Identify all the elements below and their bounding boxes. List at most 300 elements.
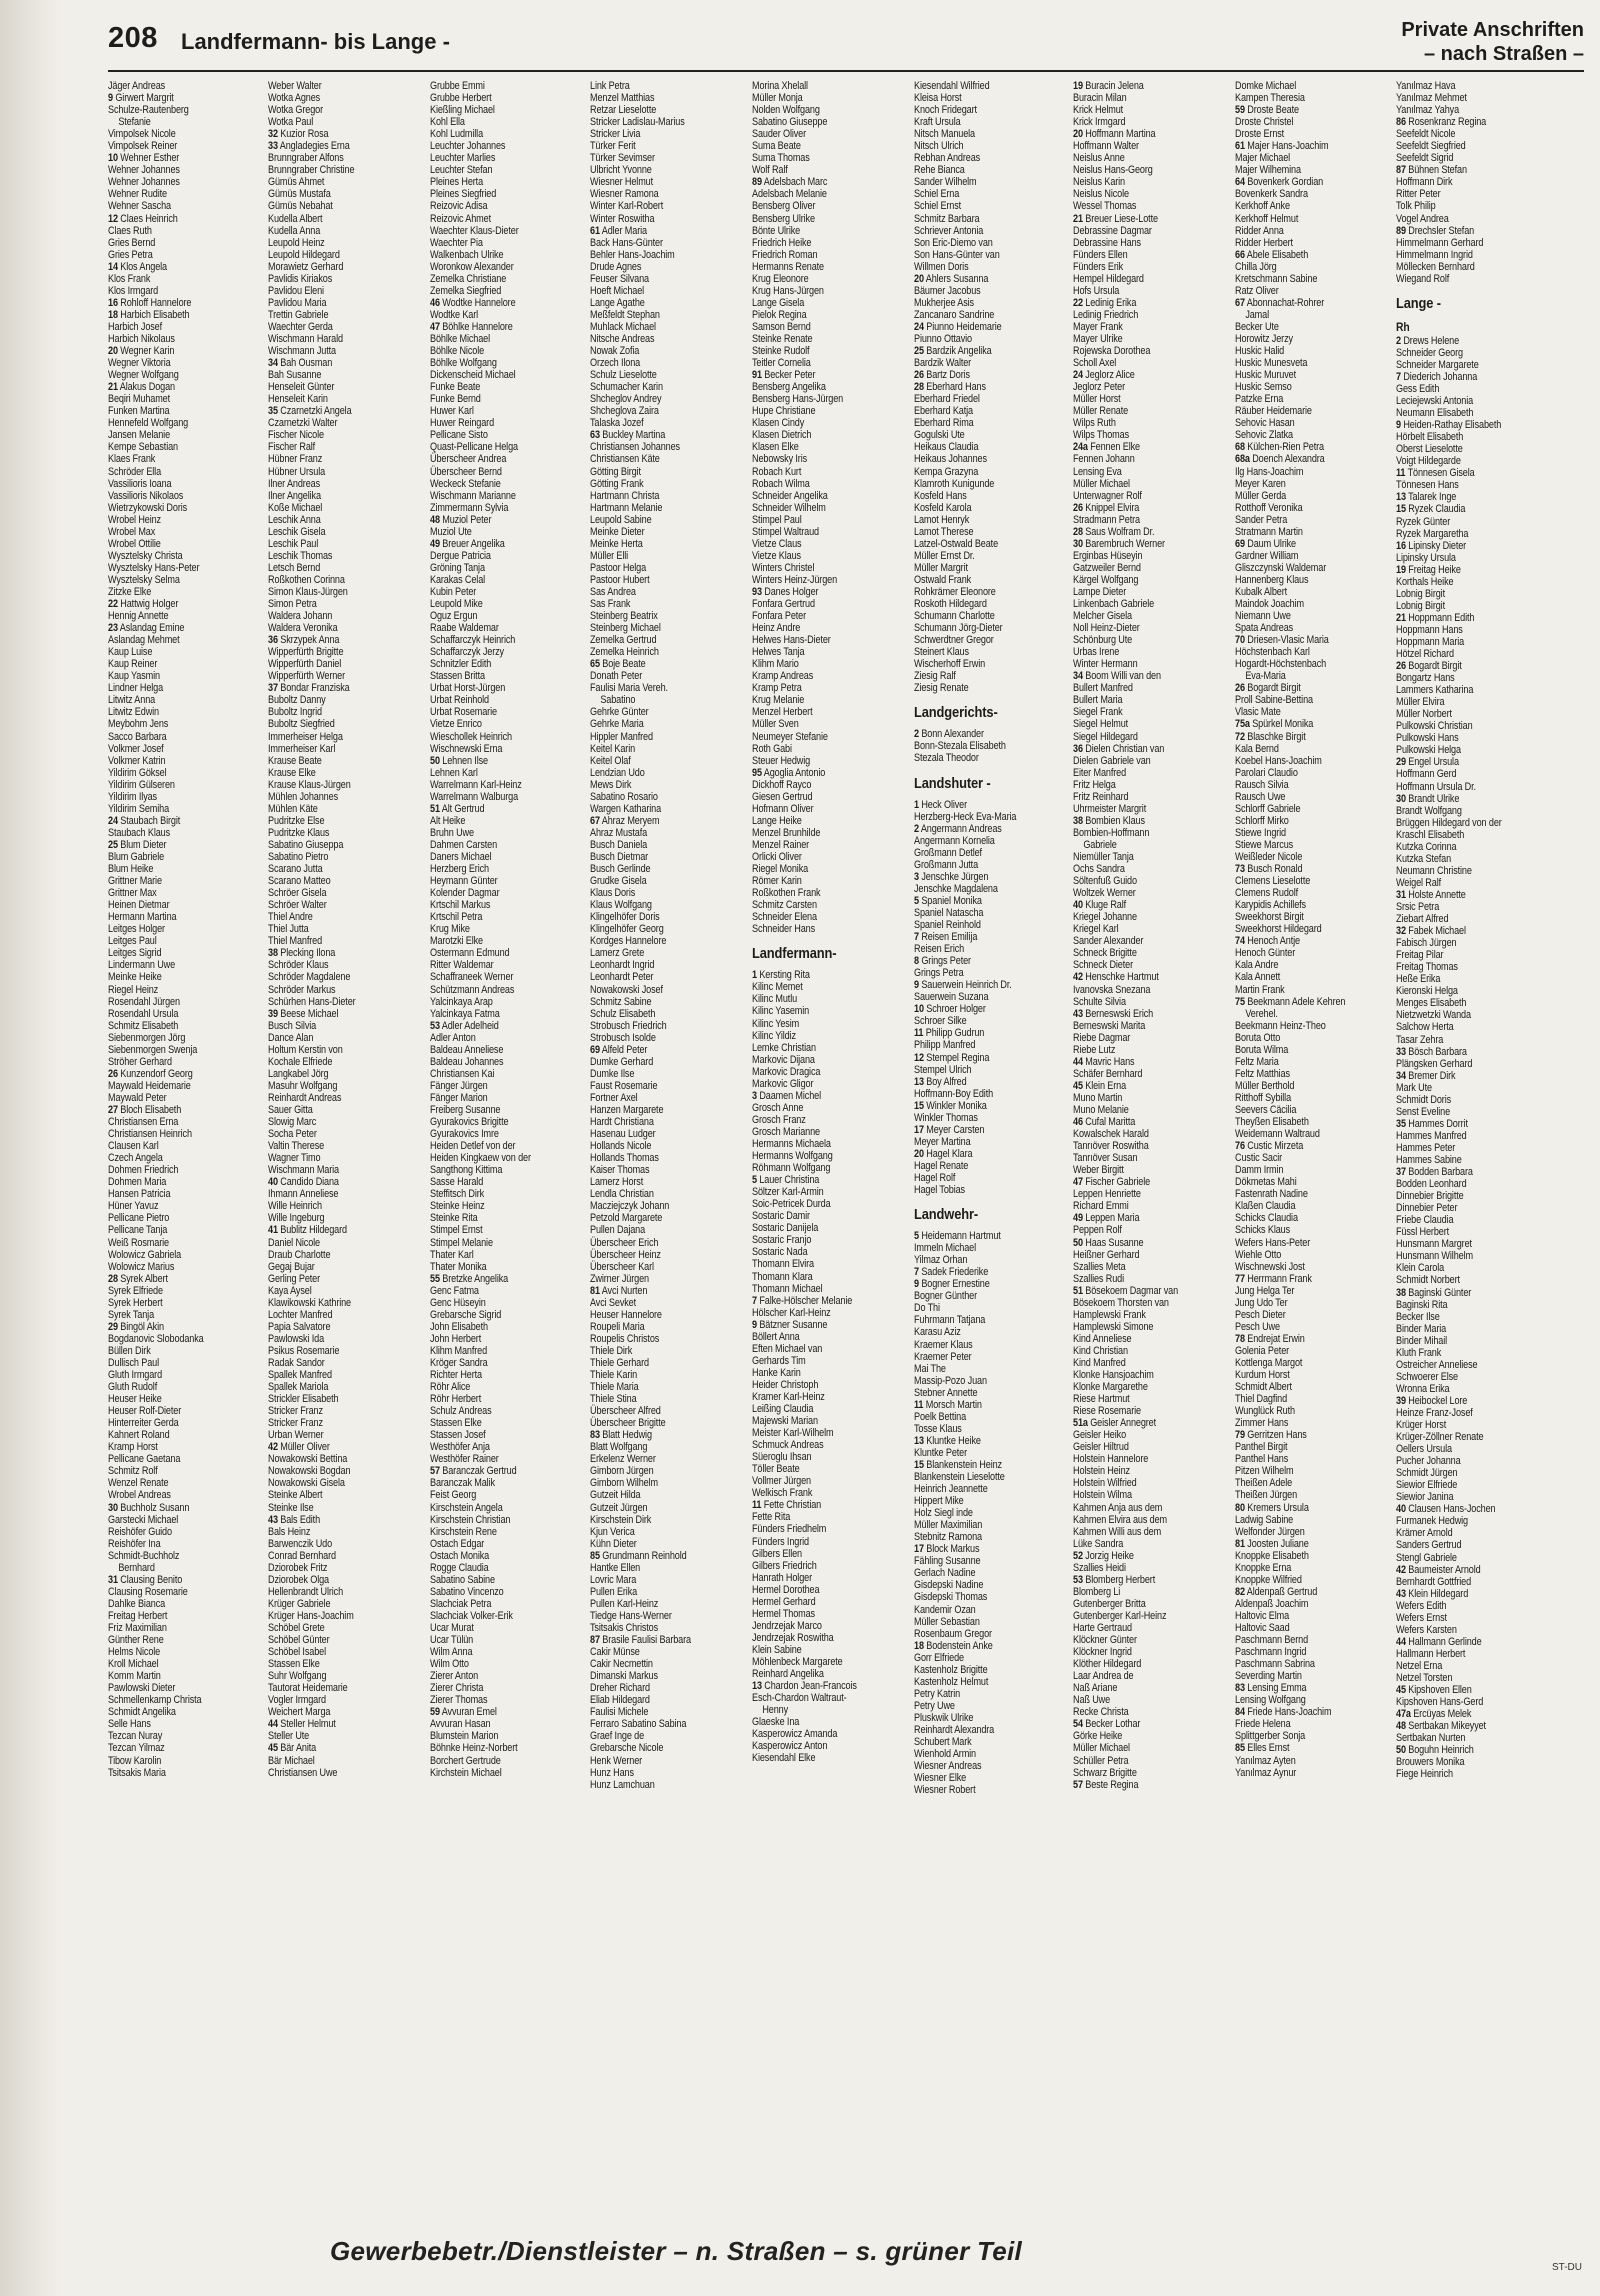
- house-number: 7: [914, 1266, 919, 1279]
- house-number: 45: [268, 1742, 278, 1755]
- resident-entry: Lehnen Karl: [430, 766, 478, 779]
- resident-entry: Weidemann Waltraud: [1235, 1128, 1320, 1141]
- house-number: 20: [914, 1147, 924, 1160]
- resident-entry: Karakas Celal: [430, 573, 486, 586]
- resident-entry: Dreher Richard: [590, 1682, 650, 1695]
- resident-entry: Schützmann Andreas: [430, 983, 515, 996]
- resident-entry: Klonke Hansjoachim: [1073, 1369, 1154, 1382]
- resident-entry: Müller Michael: [1073, 477, 1130, 490]
- resident-entry: Becker Ute: [1235, 320, 1279, 333]
- house-number: 83: [1235, 1682, 1245, 1695]
- resident-entry: Dahmen Carsten: [430, 838, 498, 851]
- resident-entry: Staubach Klaus: [108, 826, 171, 839]
- resident-entry: Feuser Silvana: [590, 272, 649, 285]
- resident-entry: Wiehle Otto: [1235, 1248, 1282, 1261]
- resident-entry: Pleines Siegfried: [430, 188, 497, 201]
- resident-entry: Sabatino Pietro: [268, 851, 329, 863]
- resident-entry: Weber Walter: [268, 80, 322, 92]
- resident-entry: Seefeldt Sigrid: [1396, 152, 1454, 165]
- directory-column: [1396, 80, 1525, 2230]
- resident-entry: Stebner Annette: [914, 1386, 978, 1399]
- resident-entry: Wiesner Robert: [914, 1784, 976, 1797]
- resident-entry: Giesen Gertrud: [752, 790, 813, 803]
- house-number: 7: [752, 1294, 757, 1307]
- resident-entry: Alt Heike: [430, 814, 466, 827]
- resident-entry: Maywald Heidemarie: [108, 1079, 191, 1092]
- resident-entry: Urbat Reinhold: [430, 694, 489, 707]
- resident-entry: Pavlidou Maria: [268, 296, 327, 309]
- resident-entry: 40 Clausen Hans-Jochen: [1396, 1503, 1496, 1516]
- resident-entry: Leupold Hildegard: [268, 248, 340, 261]
- resident-entry: Sertbakan Nurten: [1396, 1732, 1466, 1745]
- resident-entry: 49 Breuer Angelika: [430, 537, 505, 550]
- house-number: 47: [430, 320, 440, 333]
- house-number: 5: [752, 1174, 757, 1187]
- resident-entry: Kampen Theresia: [1235, 92, 1305, 105]
- resident-entry: Schlorff Mirko: [1235, 814, 1289, 827]
- resident-entry: 50 Lehnen Ilse: [430, 754, 488, 767]
- resident-entry: 67 Abonnachat-Rohrer: [1235, 296, 1325, 309]
- resident-entry: Wilm Anna: [430, 1646, 473, 1659]
- resident-entry: Gerhards Tim: [752, 1354, 806, 1367]
- entry-continuation: Bernhard: [118, 1561, 155, 1574]
- resident-entry: Pitzen Wilhelm: [1235, 1465, 1294, 1478]
- house-number: 40: [268, 1176, 278, 1189]
- resident-entry: Naß Uwe: [1073, 1694, 1111, 1707]
- page-number: 208: [108, 22, 158, 54]
- resident-entry: Lange Agathe: [590, 296, 645, 309]
- resident-entry: Busch Silvia: [268, 1019, 317, 1032]
- resident-entry: Strobusch Friedrich: [590, 1019, 667, 1032]
- resident-entry: Leschik Anna: [268, 513, 321, 526]
- resident-entry: Kastenholz Helmut: [914, 1675, 989, 1688]
- resident-entry: 44 Hallmann Gerlinde: [1396, 1635, 1482, 1648]
- resident-entry: Vimpolsek Reiner: [108, 140, 178, 153]
- resident-entry: Henseleit Günter: [268, 381, 335, 394]
- resident-entry: Hanzen Margarete: [590, 1103, 664, 1116]
- resident-entry: Eften Michael van: [752, 1342, 823, 1355]
- resident-entry: Schmitz Carsten: [752, 899, 817, 912]
- resident-entry: Langkabel Jörg: [268, 1067, 329, 1080]
- resident-entry: Schöbel Isabel: [268, 1646, 326, 1659]
- resident-entry: 11 Fette Christian: [752, 1499, 822, 1512]
- resident-entry: Reishöfer Guido: [108, 1525, 172, 1538]
- resident-entry: Ostwald Frank: [914, 573, 972, 586]
- resident-entry: Peppen Rolf: [1073, 1224, 1122, 1237]
- resident-entry: Hermanns Michaela: [752, 1137, 831, 1150]
- resident-entry: Schmitz Sabine: [590, 995, 652, 1008]
- resident-entry: Korthals Heike: [1396, 575, 1454, 588]
- resident-entry: 47 Fischer Gabriele: [1073, 1176, 1151, 1189]
- resident-entry: 13 Boy Alfred: [914, 1075, 967, 1088]
- resident-entry: Garstecki Michael: [108, 1513, 179, 1526]
- resident-entry: Spallek Mariola: [268, 1381, 329, 1394]
- resident-entry: Schmidt Doris: [1396, 1093, 1452, 1106]
- house-number: 93: [752, 585, 762, 598]
- resident-entry: Lemke Christian: [752, 1041, 816, 1054]
- resident-entry: Nitsche Andreas: [590, 332, 655, 345]
- resident-entry: Ritthoff Sybilla: [1235, 1091, 1292, 1104]
- resident-entry: Fette Rita: [752, 1511, 791, 1524]
- entry-continuation: Gabriele: [1083, 838, 1117, 851]
- resident-entry: Leschik Gisela: [268, 525, 326, 538]
- resident-entry: Harbich Nikolaus: [108, 332, 175, 345]
- resident-entry: Schöbel Grete: [268, 1622, 325, 1634]
- resident-entry: Funken Martina: [108, 405, 170, 418]
- resident-entry: Freitag Herbert: [108, 1609, 168, 1622]
- resident-entry: Hippert Mike: [914, 1495, 964, 1508]
- resident-entry: Parolari Claudio: [1235, 766, 1298, 779]
- resident-entry: Himmelmann Gerhard: [1396, 236, 1484, 249]
- resident-entry: 89 Drechsler Stefan: [1396, 224, 1475, 237]
- resident-entry: Schneider Georg: [1396, 346, 1463, 359]
- house-number: 25: [914, 345, 924, 358]
- resident-entry: Mews Dirk: [590, 778, 632, 791]
- house-number: 77: [1235, 1272, 1245, 1285]
- resident-entry: Cakir Münse: [590, 1646, 640, 1659]
- resident-entry: Lendla Christian: [590, 1188, 654, 1201]
- resident-entry: Wysztelsky Christa: [108, 549, 183, 562]
- resident-entry: Schwoerer Else: [1396, 1370, 1459, 1383]
- resident-entry: Syrek Herbert: [108, 1296, 163, 1309]
- directory-column: [914, 80, 1043, 2230]
- resident-entry: Kühn Dieter: [590, 1537, 637, 1550]
- resident-entry: Wiegand Rolf: [1396, 272, 1450, 285]
- house-number: 17: [914, 1543, 924, 1556]
- resident-entry: Siegel Helmut: [1073, 718, 1129, 731]
- resident-entry: 54 Becker Lothar: [1073, 1718, 1141, 1731]
- resident-entry: Heymann Günter: [430, 875, 498, 888]
- house-number: 12: [108, 212, 118, 225]
- resident-entry: Söltenfuß Guido: [1073, 875, 1137, 888]
- house-number: 37: [1396, 1166, 1406, 1179]
- resident-entry: 51a Geisler Annegret: [1073, 1417, 1157, 1430]
- resident-entry: Müller Elli: [590, 549, 629, 562]
- resident-entry: Paschmann Ingrid: [1235, 1646, 1307, 1659]
- house-number: 50: [430, 754, 440, 767]
- resident-entry: Horowitz Jerzy: [1235, 332, 1293, 345]
- house-number: 79: [1235, 1429, 1245, 1442]
- resident-entry: Klingelhöfer Doris: [590, 911, 660, 924]
- resident-entry: Seefeldt Siegfried: [1396, 140, 1466, 153]
- resident-entry: Huskic Semso: [1235, 381, 1292, 394]
- resident-entry: Wegner Viktoria: [108, 357, 171, 370]
- resident-entry: Panthel Birgit: [1235, 1441, 1288, 1454]
- house-number: 16: [1396, 539, 1406, 552]
- resident-entry: Sabatino Rosario: [590, 790, 658, 803]
- resident-entry: Gardner William: [1235, 549, 1299, 562]
- resident-entry: Morawietz Gerhard: [268, 260, 344, 273]
- resident-entry: 26 Kunzendorf Georg: [108, 1067, 193, 1080]
- resident-entry: Türker Ferit: [590, 140, 636, 153]
- resident-entry: Theißen Jürgen: [1235, 1489, 1298, 1502]
- resident-entry: Henoch Günter: [1235, 947, 1296, 960]
- resident-entry: Fünders Friedhelm: [752, 1523, 827, 1536]
- resident-entry: Lindermann Uwe: [108, 959, 176, 972]
- resident-entry: Kroll Michael: [108, 1658, 159, 1671]
- resident-entry: Kandemir Ozan: [914, 1603, 976, 1616]
- resident-entry: Drude Agnes: [590, 260, 642, 273]
- resident-entry: Wolowicz Marius: [108, 1260, 175, 1273]
- resident-entry: 72 Blaschke Birgit: [1235, 730, 1306, 743]
- house-number: 86: [1396, 116, 1406, 129]
- resident-entry: Gliszczynski Waldemar: [1235, 561, 1327, 574]
- resident-entry: Grosch Marianne: [752, 1125, 820, 1138]
- street-heading: Landshuter -: [914, 774, 991, 792]
- resident-entry: Pulkowski Christian: [1396, 720, 1473, 733]
- resident-entry: Sostaric Danijela: [752, 1222, 819, 1235]
- resident-entry: 9 Bogner Ernestine: [914, 1278, 990, 1291]
- resident-entry: Stratmann Martin: [1235, 525, 1303, 538]
- resident-entry: Baldeau Anneliese: [430, 1043, 504, 1056]
- resident-entry: Hinterreiter Gerda: [108, 1417, 179, 1430]
- resident-entry: Günther Rene: [108, 1634, 164, 1647]
- resident-entry: Ryzek Margaretha: [1396, 527, 1469, 540]
- resident-entry: Schneider Wilhelm: [752, 501, 826, 514]
- resident-entry: Thomann Elvira: [752, 1258, 815, 1271]
- resident-entry: Klaus Doris: [590, 887, 636, 900]
- resident-entry: Hellenbrandt Ulrich: [268, 1585, 344, 1598]
- resident-entry: Böhlke Wolfgang: [430, 357, 497, 370]
- house-number: 36: [1073, 742, 1083, 755]
- resident-entry: Harte Gertraud: [1073, 1622, 1132, 1634]
- street-heading: Landwehr-: [914, 1206, 979, 1224]
- house-number: 3: [914, 870, 919, 883]
- resident-entry: Jendrzejak Roswitha: [752, 1631, 834, 1644]
- resident-entry: Kala Andre: [1235, 959, 1279, 972]
- resident-entry: Ströher Gerhard: [108, 1055, 172, 1068]
- resident-entry: Götting Frank: [590, 477, 644, 490]
- resident-entry: Reinhard Angelika: [752, 1668, 824, 1681]
- resident-entry: 64 Bovenkerk Gordian: [1235, 176, 1324, 189]
- resident-entry: Ilner Angelika: [268, 489, 321, 502]
- resident-entry: 34 Bah Ousman: [268, 357, 333, 370]
- resident-entry: Schröder Ella: [108, 465, 162, 478]
- resident-entry: 76 Custic Mirzeta: [1235, 1140, 1304, 1153]
- resident-entry: Quast-Pellicane Helga: [430, 441, 518, 454]
- resident-entry: 45 Klein Erna: [1073, 1079, 1127, 1092]
- resident-entry: Robach Wilma: [752, 477, 810, 490]
- resident-entry: 9 Girwert Margrit: [108, 92, 174, 105]
- house-number: 7: [1396, 370, 1401, 383]
- resident-entry: Beqiri Muhamet: [108, 393, 171, 406]
- resident-entry: Hagel Renate: [914, 1159, 969, 1172]
- resident-entry: Yildirim Gülseren: [108, 778, 175, 791]
- resident-entry: Majewski Marian: [752, 1415, 818, 1428]
- resident-entry: Reinhardt Alexandra: [914, 1724, 995, 1736]
- resident-entry: Kahmen Elvira aus dem: [1073, 1513, 1168, 1526]
- house-number: 15: [914, 1458, 924, 1471]
- resident-entry: Überscheer Bernd: [430, 465, 502, 478]
- resident-entry: Koebel Hans-Joachim: [1235, 754, 1322, 767]
- resident-entry: Fischer Ralf: [268, 441, 316, 454]
- resident-entry: Gess Edith: [1396, 382, 1440, 395]
- resident-entry: Zimmermann Sylvia: [430, 501, 509, 514]
- resident-entry: Kiesendahl Wilfried: [914, 80, 990, 92]
- house-number: 12: [914, 1051, 924, 1064]
- resident-entry: Heiden Detlef von der: [430, 1140, 516, 1153]
- resident-entry: Damm Irmin: [1235, 1164, 1284, 1177]
- resident-entry: 20 Hagel Klara: [914, 1147, 973, 1160]
- footer-note: Gewerbebetr./Dienstleister – n. Straßen – s. grüner Teil: [330, 2236, 1023, 2266]
- resident-entry: Buracin Milan: [1073, 92, 1127, 105]
- resident-entry: Wessel Thomas: [1073, 200, 1137, 213]
- resident-entry: Lobnig Birgit: [1396, 599, 1445, 612]
- resident-entry: Suma Beate: [752, 140, 801, 153]
- resident-entry: Wienhold Armin: [914, 1748, 977, 1761]
- resident-entry: Daners Michael: [430, 851, 492, 863]
- resident-entry: Gyurakovics Brigitte: [430, 1116, 509, 1129]
- resident-entry: 22 Ledinig Erika: [1073, 296, 1137, 309]
- house-number: 26: [1396, 660, 1406, 673]
- resident-entry: Wiesner Ramona: [590, 188, 659, 201]
- resident-entry: Schröder Klaus: [268, 959, 329, 972]
- resident-entry: Muno Melanie: [1073, 1103, 1129, 1116]
- resident-entry: Zimmer Hans: [1235, 1417, 1289, 1430]
- resident-entry: Bombien-Hoffmann: [1073, 826, 1150, 839]
- resident-entry: Vollmer Jürgen: [752, 1475, 811, 1488]
- house-number: 32: [268, 128, 278, 141]
- resident-entry: Christiansen Erna: [108, 1116, 179, 1129]
- resident-entry: Pudritzke Else: [268, 814, 325, 827]
- resident-entry: Jung Helga Ter: [1235, 1284, 1295, 1297]
- house-number: 69: [1235, 537, 1245, 550]
- resident-entry: Stebnitz Ramona: [914, 1531, 982, 1544]
- resident-entry: Heinz Andre: [752, 622, 801, 635]
- resident-entry: Friedrich Heike: [752, 236, 812, 249]
- resident-entry: Gehrke Günter: [590, 706, 649, 719]
- resident-entry: 47a Ercüyas Melek: [1396, 1708, 1472, 1721]
- resident-entry: Papia Salvatore: [268, 1320, 331, 1333]
- resident-entry: Tiedge Hans-Werner: [590, 1609, 672, 1622]
- resident-entry: Busch Daniela: [590, 838, 648, 851]
- resident-entry: 20 Hoffmann Martina: [1073, 128, 1156, 141]
- resident-entry: 22 Hattwig Holger: [108, 598, 179, 611]
- resident-entry: Rosenbaum Gregor: [914, 1627, 992, 1640]
- resident-entry: Ulbricht Yvonne: [590, 164, 652, 177]
- resident-entry: Sauerwein Suzana: [914, 991, 989, 1004]
- resident-entry: Debrassine Hans: [1073, 236, 1141, 249]
- resident-entry: Brandt Wolfgang: [1396, 804, 1462, 817]
- resident-entry: Kaup Reiner: [108, 658, 158, 671]
- resident-entry: 24 Staubach Birgit: [108, 814, 181, 827]
- resident-entry: 9 Heiden-Rathay Elisabeth: [1396, 419, 1502, 432]
- house-number: 24: [1073, 369, 1083, 382]
- resident-entry: Heße Erika: [1396, 973, 1441, 986]
- resident-entry: Koße Michael: [268, 501, 323, 514]
- resident-entry: Tsitsakis Christos: [590, 1622, 659, 1634]
- resident-entry: Petry Uwe: [914, 1699, 955, 1712]
- resident-entry: Becker Ilse: [1396, 1310, 1440, 1323]
- resident-entry: Syrek Elfriede: [108, 1284, 163, 1297]
- resident-entry: Stempel Ulrich: [914, 1063, 972, 1076]
- resident-entry: Stimpel Paul: [752, 513, 802, 526]
- resident-entry: Pellicane Tanja: [108, 1224, 168, 1237]
- resident-entry: Ostach Edgar: [430, 1537, 485, 1550]
- directory-column: [752, 80, 881, 2230]
- resident-entry: Meybohm Jens: [108, 718, 169, 731]
- resident-entry: 15 Ryzek Claudia: [1396, 503, 1466, 516]
- resident-entry: 27 Bloch Elisabeth: [108, 1103, 182, 1116]
- resident-entry: Tezcan Nuray: [108, 1730, 163, 1743]
- resident-entry: Laar Andrea de: [1073, 1670, 1134, 1683]
- resident-entry: 15 Winkler Monika: [914, 1099, 987, 1112]
- resident-entry: Sas Andrea: [590, 585, 636, 598]
- resident-entry: Steinert Klaus: [914, 646, 969, 659]
- resident-entry: Gröning Tanja: [430, 561, 485, 574]
- resident-entry: Neislus Anne: [1073, 152, 1125, 165]
- resident-entry: Zemelka Siegfried: [430, 284, 502, 297]
- resident-entry: Herzberg Erich: [430, 863, 489, 876]
- resident-entry: Reishöfer Ina: [108, 1537, 161, 1550]
- resident-entry: 2 Bonn Alexander: [914, 728, 984, 741]
- resident-entry: Riebe Dagmar: [1073, 1031, 1131, 1044]
- resident-entry: Krick Helmut: [1073, 104, 1124, 117]
- resident-entry: Son Eric-Diemo van: [914, 236, 993, 249]
- resident-entry: Richard Emmi: [1073, 1200, 1129, 1213]
- resident-entry: Steffitsch Dirk: [430, 1188, 485, 1201]
- resident-entry: Winters Christel: [752, 561, 815, 574]
- resident-entry: Friede Helena: [1235, 1718, 1291, 1731]
- house-number: 48: [1396, 1720, 1406, 1733]
- resident-entry: Meinke Dieter: [590, 525, 645, 538]
- resident-entry: Klamroth Kunigunde: [914, 477, 995, 490]
- resident-entry: Hunz Hans: [590, 1766, 634, 1779]
- resident-entry: Weckeck Stefanie: [430, 477, 501, 490]
- entry-continuation: Stefanie: [118, 116, 151, 129]
- resident-entry: Bensberg Oliver: [752, 200, 816, 213]
- resident-entry: Ochs Sandra: [1073, 863, 1125, 876]
- resident-entry: 50 Haas Susanne: [1073, 1236, 1144, 1249]
- resident-entry: Freitag Thomas: [1396, 961, 1458, 974]
- resident-entry: Klasen Cindy: [752, 417, 805, 430]
- resident-entry: Gisdepski Nadine: [914, 1579, 984, 1592]
- resident-entry: Helms Nicole: [108, 1646, 161, 1659]
- resident-entry: Ostermann Edmund: [430, 947, 510, 960]
- resident-entry: Stricker Franz: [268, 1405, 323, 1418]
- resident-entry: Markovic Dijana: [752, 1053, 815, 1066]
- resident-entry: Thiele Stina: [590, 1393, 637, 1406]
- resident-entry: Roth Gabi: [752, 742, 792, 755]
- resident-entry: Cakir Necmettin: [590, 1658, 653, 1671]
- resident-entry: Waechter Klaus-Dieter: [430, 224, 519, 237]
- resident-entry: Lange Gisela: [752, 296, 805, 309]
- resident-entry: Thiele Dirk: [590, 1344, 633, 1357]
- house-number: 19: [1073, 80, 1083, 92]
- resident-entry: Genc Hüseyin: [430, 1296, 486, 1309]
- resident-entry: 34 Boom Willi van den: [1073, 670, 1161, 683]
- resident-entry: Bogner Günther: [914, 1290, 978, 1303]
- resident-entry: Müller Norbert: [1396, 708, 1452, 721]
- resident-entry: Klaßen Claudia: [1235, 1200, 1296, 1213]
- house-number: 89: [1396, 224, 1406, 237]
- resident-entry: Petzold Margarete: [590, 1212, 663, 1225]
- resident-entry: 12 Claes Heinrich: [108, 212, 178, 225]
- resident-entry: 49 Leppen Maria: [1073, 1212, 1140, 1225]
- resident-entry: Steuer Hedwig: [752, 754, 811, 767]
- resident-entry: Adelsbach Melanie: [752, 188, 827, 201]
- house-number: 84: [1235, 1706, 1245, 1719]
- resident-entry: 34 Bremer Dirk: [1396, 1069, 1456, 1082]
- resident-entry: Kieronski Helga: [1396, 985, 1458, 998]
- resident-entry: 30 Buchholz Susann: [108, 1501, 190, 1514]
- house-number: 30: [108, 1501, 118, 1514]
- resident-entry: Hoffmann Ursula Dr.: [1396, 780, 1476, 793]
- resident-entry: Sander Alexander: [1073, 935, 1144, 948]
- resident-entry: Dohmen Maria: [108, 1176, 167, 1189]
- resident-entry: Volkmer Katrin: [108, 754, 166, 767]
- resident-entry: Tibow Karolin: [108, 1754, 162, 1767]
